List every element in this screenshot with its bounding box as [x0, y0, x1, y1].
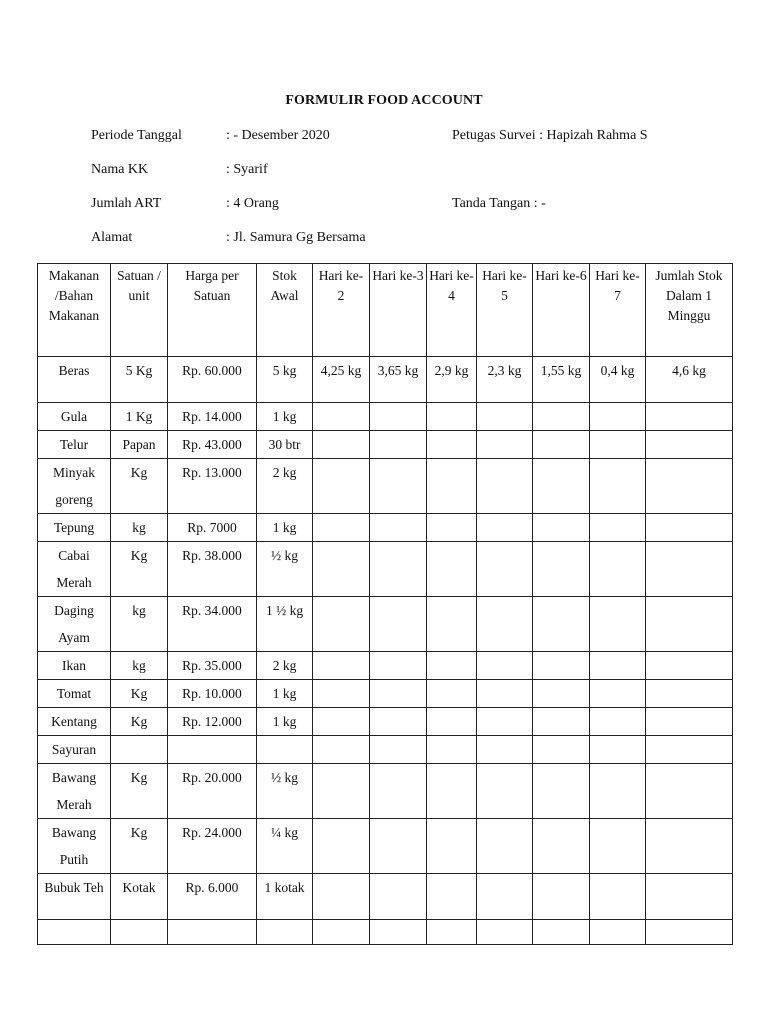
table-cell — [477, 874, 533, 920]
table-cell: 1,55 kg — [533, 357, 590, 403]
table-cell — [427, 431, 477, 459]
page-title: FORMULIR FOOD ACCOUNT — [285, 93, 483, 108]
table-cell — [427, 652, 477, 680]
table-cell — [427, 403, 477, 431]
periode-label: Periode Tanggal — [91, 128, 182, 143]
table-cell: Rp. 12.000 — [168, 708, 257, 736]
table-cell — [590, 542, 646, 597]
table-cell — [533, 708, 590, 736]
table-cell — [477, 652, 533, 680]
table-cell — [533, 431, 590, 459]
table-cell — [477, 403, 533, 431]
table-row — [38, 920, 733, 945]
table-cell — [533, 920, 590, 945]
table-cell: 1 kg — [257, 403, 313, 431]
header-hari-2: Hari ke- 2 — [313, 264, 370, 357]
table-cell: 3,65 kg — [370, 357, 427, 403]
table-cell — [370, 431, 427, 459]
table-cell: Kg — [111, 680, 168, 708]
table-cell: Rp. 35.000 — [168, 652, 257, 680]
table-cell — [370, 736, 427, 764]
table-cell: 1 kotak — [257, 874, 313, 920]
table-cell — [370, 708, 427, 736]
table-cell — [477, 514, 533, 542]
alamat-label: Alamat — [91, 230, 133, 245]
table-cell: 1 Kg — [111, 403, 168, 431]
table-cell — [646, 431, 733, 459]
table-cell — [646, 680, 733, 708]
table-cell — [313, 680, 370, 708]
table-cell — [646, 736, 733, 764]
table-cell: Bubuk Teh — [38, 874, 111, 920]
table-cell — [646, 597, 733, 652]
table-cell: Rp. 7000 — [168, 514, 257, 542]
table-row — [38, 708, 733, 736]
table-cell: 2 kg — [257, 459, 313, 514]
table-cell — [370, 542, 427, 597]
table-cell: Beras — [38, 357, 111, 403]
table-cell — [313, 764, 370, 819]
table-cell — [590, 920, 646, 945]
table-cell — [590, 459, 646, 514]
table-cell — [533, 764, 590, 819]
table-cell — [477, 431, 533, 459]
table-cell — [370, 597, 427, 652]
table-cell: 1 kg — [257, 680, 313, 708]
table-cell — [313, 542, 370, 597]
table-cell — [38, 920, 111, 945]
table-cell — [533, 514, 590, 542]
table-cell — [533, 736, 590, 764]
table-row — [38, 652, 733, 680]
table-cell — [313, 920, 370, 945]
table-cell — [590, 874, 646, 920]
table-cell — [427, 680, 477, 708]
table-cell — [427, 514, 477, 542]
table-cell — [590, 403, 646, 431]
petugas-survei: Petugas Survei : Hapizah Rahma S — [452, 128, 648, 143]
table-cell — [370, 819, 427, 874]
header-makanan: Makanan /Bahan Makanan — [38, 264, 111, 357]
table-cell — [477, 736, 533, 764]
table-cell: 2,9 kg — [427, 357, 477, 403]
table-cell — [427, 597, 477, 652]
tanda-tangan: Tanda Tangan : - — [452, 196, 546, 211]
table-cell: 5 Kg — [111, 357, 168, 403]
table-cell: 1 kg — [257, 514, 313, 542]
table-row — [38, 680, 733, 708]
table-cell: Kg — [111, 459, 168, 514]
table-cell — [370, 403, 427, 431]
table-cell — [533, 874, 590, 920]
nama-kk-value: : Syarif — [226, 162, 268, 177]
table-body — [38, 357, 733, 945]
table-cell — [168, 736, 257, 764]
table-cell: 1 ½ kg — [257, 597, 313, 652]
table-cell — [590, 652, 646, 680]
header-hari-6: Hari ke-6 — [533, 264, 590, 357]
table-cell: Bawang Merah — [38, 764, 111, 819]
table-cell — [370, 680, 427, 708]
table-row — [38, 431, 733, 459]
table-cell — [370, 920, 427, 945]
table-cell: Ikan — [38, 652, 111, 680]
table-cell — [646, 459, 733, 514]
table-cell — [590, 708, 646, 736]
table-cell: Minyak goreng — [38, 459, 111, 514]
table-cell — [533, 459, 590, 514]
table-cell — [533, 542, 590, 597]
table-cell: 5 kg — [257, 357, 313, 403]
table-cell: Bawang Putih — [38, 819, 111, 874]
table-cell — [111, 736, 168, 764]
table-cell — [427, 542, 477, 597]
table-row — [38, 459, 733, 514]
table-cell — [477, 764, 533, 819]
table-cell: 1 kg — [257, 708, 313, 736]
table-cell: ¼ kg — [257, 819, 313, 874]
table-cell — [646, 764, 733, 819]
table-cell: Kentang — [38, 708, 111, 736]
table-cell: 30 btr — [257, 431, 313, 459]
table-row — [38, 874, 733, 920]
header-hari-3: Hari ke-3 — [370, 264, 427, 357]
table-cell — [533, 819, 590, 874]
table-cell: Kg — [111, 764, 168, 819]
alamat-value: : Jl. Samura Gg Bersama — [226, 230, 366, 245]
table-cell — [477, 819, 533, 874]
table-cell — [646, 403, 733, 431]
table-cell — [427, 736, 477, 764]
table-cell: Rp. 43.000 — [168, 431, 257, 459]
header-hari-7: Hari ke-7 — [590, 264, 646, 357]
table-cell — [370, 874, 427, 920]
table-cell — [646, 920, 733, 945]
table-cell — [590, 514, 646, 542]
table-cell — [477, 459, 533, 514]
table-cell — [313, 514, 370, 542]
table-cell: Rp. 60.000 — [168, 357, 257, 403]
table-cell: 2,3 kg — [477, 357, 533, 403]
table-cell — [313, 403, 370, 431]
table-row — [38, 542, 733, 597]
header-jumlah-stok: Jumlah Stok Dalam 1 Minggu — [646, 264, 733, 357]
table-cell — [370, 514, 427, 542]
table-cell — [313, 459, 370, 514]
table-cell: Kg — [111, 708, 168, 736]
table-cell: Rp. 6.000 — [168, 874, 257, 920]
table-cell: Rp. 20.000 — [168, 764, 257, 819]
table-cell — [646, 819, 733, 874]
table-cell — [533, 597, 590, 652]
table-cell — [370, 652, 427, 680]
table-row — [38, 403, 733, 431]
table-cell: 4,6 kg — [646, 357, 733, 403]
table-cell — [313, 874, 370, 920]
table-cell — [427, 708, 477, 736]
table-cell: Rp. 10.000 — [168, 680, 257, 708]
table-cell — [427, 920, 477, 945]
table-cell: Tepung — [38, 514, 111, 542]
table-cell: Rp. 14.000 — [168, 403, 257, 431]
table-cell: Gula — [38, 403, 111, 431]
table-cell — [111, 920, 168, 945]
table-cell — [477, 542, 533, 597]
table-cell — [646, 514, 733, 542]
table-cell: 4,25 kg — [313, 357, 370, 403]
table-cell — [533, 680, 590, 708]
table-cell: Kotak — [111, 874, 168, 920]
table-header-row — [38, 264, 733, 357]
table-cell — [313, 736, 370, 764]
table-cell — [533, 403, 590, 431]
table-cell — [646, 874, 733, 920]
table-cell — [477, 708, 533, 736]
table-cell: ½ kg — [257, 764, 313, 819]
table-cell: Rp. 13.000 — [168, 459, 257, 514]
table-cell: Rp. 38.000 — [168, 542, 257, 597]
table-row — [38, 764, 733, 819]
periode-value: : - Desember 2020 — [226, 128, 330, 143]
table-cell — [168, 920, 257, 945]
table-cell — [590, 764, 646, 819]
food-account-table — [37, 263, 733, 945]
table-cell: Kg — [111, 819, 168, 874]
table-cell — [477, 920, 533, 945]
table-cell: ½ kg — [257, 542, 313, 597]
table-cell — [590, 736, 646, 764]
table-row — [38, 597, 733, 652]
table-cell — [313, 708, 370, 736]
table-cell — [427, 819, 477, 874]
table-cell: Tomat — [38, 680, 111, 708]
table-cell: 2 kg — [257, 652, 313, 680]
table-cell: kg — [111, 514, 168, 542]
table-cell: Rp. 34.000 — [168, 597, 257, 652]
header-hari-4: Hari ke-4 — [427, 264, 477, 357]
table-cell — [427, 459, 477, 514]
table-row — [38, 736, 733, 764]
table-cell — [313, 819, 370, 874]
table-cell — [590, 680, 646, 708]
table-cell — [313, 597, 370, 652]
table-row — [38, 357, 733, 403]
header-hari-5: Hari ke-5 — [477, 264, 533, 357]
jumlah-art-value: : 4 Orang — [226, 196, 279, 211]
table-cell — [257, 920, 313, 945]
table-cell — [646, 708, 733, 736]
table-row — [38, 514, 733, 542]
table-cell: kg — [111, 597, 168, 652]
jumlah-art-label: Jumlah ART — [91, 196, 162, 211]
table-cell — [646, 542, 733, 597]
nama-kk-label: Nama KK — [91, 162, 149, 177]
table-cell — [533, 652, 590, 680]
table-cell — [313, 431, 370, 459]
table-cell — [313, 652, 370, 680]
table-cell — [427, 764, 477, 819]
header-harga: Harga per Satuan — [168, 264, 257, 357]
table-row — [38, 819, 733, 874]
table-cell: Papan — [111, 431, 168, 459]
table-cell — [477, 597, 533, 652]
table-cell: Telur — [38, 431, 111, 459]
table-cell — [370, 459, 427, 514]
table-cell: Daging Ayam — [38, 597, 111, 652]
table-cell — [590, 597, 646, 652]
table-cell: Rp. 24.000 — [168, 819, 257, 874]
table-cell: Kg — [111, 542, 168, 597]
table-cell — [646, 652, 733, 680]
table-cell — [590, 431, 646, 459]
table-cell — [477, 680, 533, 708]
header-stok-awal: Stok Awal — [257, 264, 313, 357]
table-cell — [590, 819, 646, 874]
table-cell — [427, 874, 477, 920]
header-satuan: Satuan / unit — [111, 264, 168, 357]
table-cell — [370, 764, 427, 819]
table-cell: kg — [111, 652, 168, 680]
table-cell — [257, 736, 313, 764]
table-cell: 0,4 kg — [590, 357, 646, 403]
table-cell: Cabai Merah — [38, 542, 111, 597]
table-cell: Sayuran — [38, 736, 111, 764]
